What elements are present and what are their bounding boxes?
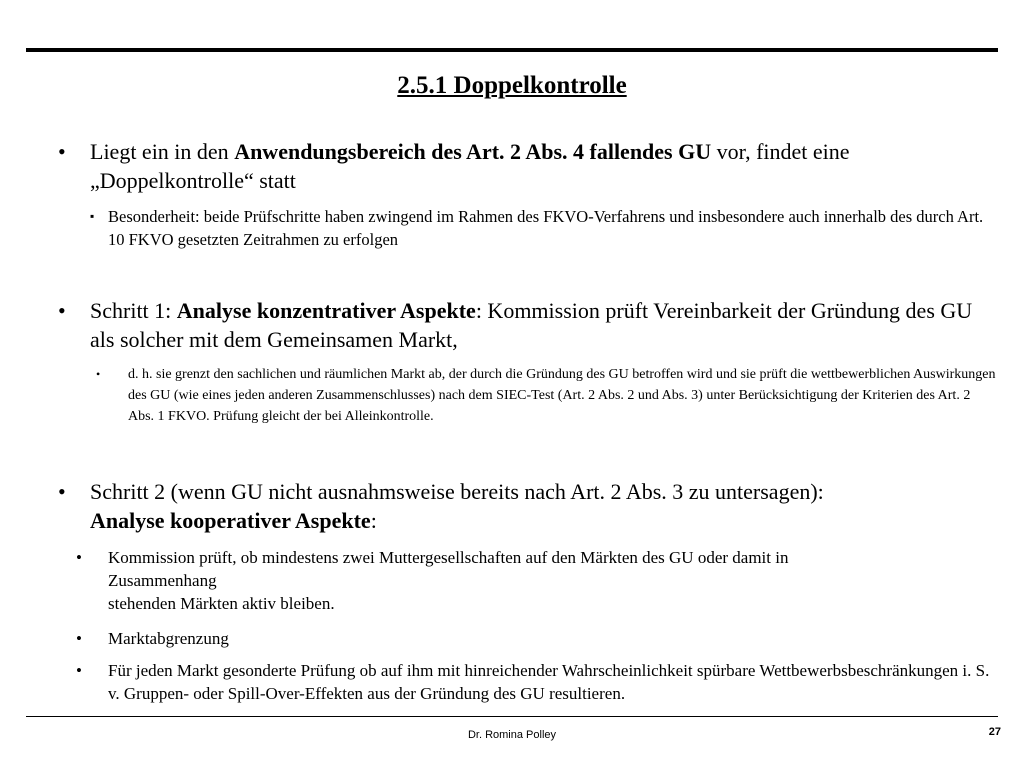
sub-bullet-text: Besonderheit: beide Prüfschritte haben zwingend im Rahmen des FKVO-Verfahrens und insbesondere auch innerhalb des durch Art. 10 FKVO gesetzten Zeitrahmen zu erfolgen [108, 207, 984, 249]
bullet-text [90, 296, 988, 354]
bullet-text-bold: Anwendungsbereich des Art. 2 Abs. 4 fallendes GU [234, 139, 712, 164]
bullet-dot-icon: • [96, 367, 101, 381]
bullet-text-post: : [370, 508, 377, 533]
square-bullet-icon: ▪ [90, 209, 95, 223]
footer-author: Dr. Romina Polley [467, 729, 557, 741]
sub-bullet-text [108, 546, 996, 615]
bullet-dot-icon: • [76, 661, 82, 680]
bullet-dot-icon: • [58, 298, 66, 323]
bullet-text [90, 137, 988, 195]
bullet-text-pre: Liegt ein in den [90, 139, 235, 164]
page-number: 27 [988, 726, 1001, 738]
bullet-text-bold: Analyse konzentrativer Aspekte [176, 298, 476, 323]
bullet-dot-icon: • [76, 548, 82, 567]
bullet-dot-icon: • [76, 629, 82, 648]
sub-bullet-line-2: Zusammenhang [108, 571, 217, 590]
bullet-schritt-2 [58, 477, 988, 535]
slide-title: 2.5.1 Doppelkontrolle [397, 72, 627, 99]
sub-bullet-text: d. h. sie grenzt den sachlichen und räumlichen Markt ab, der durch die Gründung des GU betroffen wird und sie prüft die wettbewerblichen Auswirkungen des GU (wie eines jeden anderen Zusammenschlusses) nach dem SIEC-Test (Art. 2 Abs. 2 und Abs. 3) unter Berücksichtigung der Kriterien des Art. 2 Abs. 1 FKVO. Prüfung gleicht der bei Alleinkontrolle. [128, 367, 996, 424]
sub-bullet-gesonderte-pruefung [76, 659, 996, 705]
bullet-dot-icon: • [58, 479, 66, 504]
bottom-rule [26, 716, 998, 717]
bullet-text-pre: Schritt 2 (wenn GU nicht ausnahmsweise bereits nach Art. 2 Abs. 3 zu untersagen): [90, 479, 824, 504]
bullet-text-post: vor, findet eine „Doppelkontrolle“ statt [90, 139, 850, 193]
sub-bullet-text: Marktabgrenzung [108, 629, 229, 648]
bullet-schritt-1 [58, 296, 988, 354]
sub-bullet-text: Für jeden Markt gesonderte Prüfung ob auf ihm mit hinreichender Wahrscheinlichkeit spürbare Wettbewerbsbeschränkungen i. S. v. Gruppen- oder Spill-Over-Effekten aus der Gründung des GU resultieren. [108, 661, 990, 703]
sub-bullet-marktabgrenzung-siec [96, 364, 996, 427]
bullet-text-bold: Analyse kooperativer Aspekte [90, 508, 371, 533]
sub-bullet-line-3: stehenden Märkten aktiv bleiben. [108, 594, 335, 613]
bullet-text [90, 477, 988, 535]
sub-bullet-muttergesellschaften [76, 546, 996, 615]
sub-bullet-besonderheit [90, 205, 990, 251]
bullet-doppelkontrolle [58, 137, 988, 195]
bullet-text-post: : Kommission prüft Vereinbarkeit der Gründung des GU als solcher mit dem Gemeinsamen Markt, [90, 298, 973, 352]
bullet-text-pre: Schritt 1: [90, 298, 177, 323]
bullet-dot-icon: • [58, 139, 66, 164]
sub-bullet-marktabgrenzung [76, 627, 996, 650]
sub-bullet-line-1: Kommission prüft, ob mindestens zwei Muttergesellschaften auf den Märkten des GU oder damit in [108, 548, 789, 567]
top-rule [26, 48, 998, 52]
